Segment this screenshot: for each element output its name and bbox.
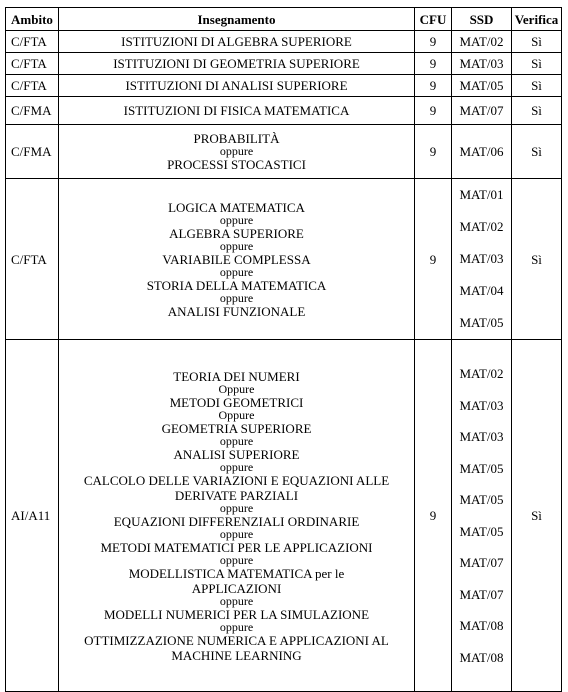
cell-verifica: Sì bbox=[512, 179, 562, 340]
cell-ambito: C/FMA bbox=[6, 125, 59, 179]
course-name: ALGEBRA SUPERIORE bbox=[169, 225, 304, 241]
ssd-code: MAT/04 bbox=[459, 283, 504, 298]
table-row bbox=[6, 179, 562, 340]
cell-ambito: C/FTA bbox=[6, 31, 59, 53]
alternative-label: oppure bbox=[219, 144, 254, 158]
ssd-code: MAT/05 bbox=[459, 78, 504, 93]
alternative-label: oppure bbox=[219, 433, 254, 448]
ssd-code: MAT/01 bbox=[459, 187, 504, 202]
header-row bbox=[6, 8, 562, 31]
cell-verifica: Sì bbox=[512, 31, 562, 53]
ssd-code: MAT/02 bbox=[459, 366, 504, 381]
cell-ambito: C/FTA bbox=[6, 179, 59, 340]
course-name: STORIA DELLA MATEMATICA bbox=[146, 277, 327, 293]
cell-cfu: 9 bbox=[415, 340, 452, 692]
course-name: CALCOLO DELLE VARIAZIONI E EQUAZIONI ALLE bbox=[83, 472, 390, 488]
ssd-code: MAT/08 bbox=[459, 618, 504, 633]
cell-insegnamento bbox=[59, 340, 415, 692]
cell-ssd bbox=[452, 340, 512, 692]
header-verifica: Verifica bbox=[512, 8, 562, 31]
ssd-code: MAT/05 bbox=[459, 315, 504, 330]
table-row bbox=[6, 31, 562, 53]
course-name: VARIABILE COMPLESSA bbox=[162, 251, 311, 267]
cell-verifica: Sì bbox=[512, 340, 562, 692]
alternative-label: oppure bbox=[219, 593, 254, 608]
cell-insegnamento bbox=[59, 75, 415, 97]
ssd-code: MAT/07 bbox=[459, 103, 504, 118]
alternative-label: oppure bbox=[219, 264, 254, 279]
course-name: ISTITUZIONI DI FISICA MATEMATICA bbox=[123, 103, 350, 118]
ssd-code: MAT/05 bbox=[459, 523, 504, 539]
course-name: LOGICA MATEMATICA bbox=[168, 199, 305, 215]
course-name: METODI MATEMATICI PER LE APPLICAZIONI bbox=[100, 539, 373, 555]
courses-table bbox=[5, 7, 562, 692]
ssd-code: MAT/02 bbox=[459, 34, 504, 49]
course-name: GEOMETRIA SUPERIORE bbox=[161, 420, 312, 436]
cell-ssd bbox=[452, 179, 512, 340]
cell-verifica: Sì bbox=[512, 75, 562, 97]
table-body bbox=[6, 31, 562, 692]
course-name: MACHINE LEARNING bbox=[171, 647, 302, 663]
ssd-code: MAT/03 bbox=[459, 429, 504, 444]
alternative-label: oppure bbox=[219, 619, 254, 634]
course-name: METODI GEOMETRICI bbox=[169, 394, 304, 410]
cell-ssd bbox=[452, 75, 512, 97]
ssd-code: MAT/06 bbox=[459, 144, 504, 159]
alternative-label: oppure bbox=[219, 459, 254, 474]
course-name: MODELLISTICA MATEMATICA per le bbox=[128, 565, 345, 581]
header-insegnamento: Insegnamento bbox=[59, 8, 415, 31]
course-name: PROCESSI STOCASTICI bbox=[167, 157, 306, 172]
cell-cfu: 9 bbox=[415, 31, 452, 53]
cell-ambito: AI/A11 bbox=[6, 340, 59, 692]
cell-ssd bbox=[452, 125, 512, 179]
course-name: OTTIMIZZAZIONE NUMERICA E APPLICAZIONI AL bbox=[84, 632, 389, 648]
alternative-label: oppure bbox=[219, 500, 254, 515]
table-row bbox=[6, 97, 562, 125]
cell-ambito: C/FTA bbox=[6, 75, 59, 97]
alternative-label: oppure bbox=[219, 212, 254, 227]
alternative-label: Oppure bbox=[218, 407, 255, 422]
alternative-label: Oppure bbox=[218, 381, 255, 396]
cell-ssd bbox=[452, 31, 512, 53]
table-row bbox=[6, 125, 562, 179]
cell-insegnamento bbox=[59, 125, 415, 179]
table-row bbox=[6, 340, 562, 692]
alternative-label: oppure bbox=[219, 290, 254, 305]
table-row bbox=[6, 75, 562, 97]
course-name: PROBABILITÀ bbox=[193, 131, 280, 146]
cell-insegnamento bbox=[59, 97, 415, 125]
ssd-code: MAT/07 bbox=[459, 586, 504, 602]
alternative-label: oppure bbox=[219, 552, 254, 567]
ssd-code: MAT/03 bbox=[459, 397, 504, 413]
ssd-code: MAT/07 bbox=[459, 555, 504, 570]
alternative-label: oppure bbox=[219, 238, 254, 253]
header-ambito: Ambito bbox=[6, 8, 59, 31]
cell-verifica: Sì bbox=[512, 53, 562, 75]
cell-cfu: 9 bbox=[415, 179, 452, 340]
cell-cfu: 9 bbox=[415, 97, 452, 125]
ssd-code: MAT/05 bbox=[459, 492, 504, 507]
course-name: DERIVATE PARZIALI bbox=[174, 487, 299, 503]
ssd-code: MAT/08 bbox=[459, 649, 504, 665]
cell-ambito: C/FMA bbox=[6, 97, 59, 125]
cell-insegnamento bbox=[59, 53, 415, 75]
ssd-code: MAT/03 bbox=[459, 251, 504, 266]
cell-insegnamento bbox=[59, 31, 415, 53]
cell-insegnamento bbox=[59, 179, 415, 340]
table-row bbox=[6, 53, 562, 75]
header-ssd: SSD bbox=[452, 8, 512, 31]
course-name: MODELLI NUMERICI PER LA SIMULAZIONE bbox=[103, 606, 370, 622]
cell-cfu: 9 bbox=[415, 75, 452, 97]
ssd-code: MAT/03 bbox=[459, 56, 504, 71]
course-name: ISTITUZIONI DI ANALISI SUPERIORE bbox=[125, 78, 348, 93]
cell-cfu: 9 bbox=[415, 53, 452, 75]
course-name: EQUAZIONI DIFFERENZIALI ORDINARIE bbox=[113, 513, 360, 529]
course-name: ANALISI FUNZIONALE bbox=[167, 303, 306, 319]
cell-verifica: Sì bbox=[512, 125, 562, 179]
cell-verifica: Sì bbox=[512, 97, 562, 125]
course-name: ISTITUZIONI DI ALGEBRA SUPERIORE bbox=[121, 34, 352, 49]
header-cfu: CFU bbox=[415, 8, 452, 31]
course-name: APPLICAZIONI bbox=[191, 580, 282, 596]
cell-cfu: 9 bbox=[415, 125, 452, 179]
ssd-code: MAT/05 bbox=[459, 460, 504, 476]
ssd-code: MAT/02 bbox=[459, 219, 504, 234]
course-name: TEORIA DEI NUMERI bbox=[173, 368, 300, 384]
cell-ssd bbox=[452, 97, 512, 125]
course-name: ISTITUZIONI DI GEOMETRIA SUPERIORE bbox=[113, 56, 360, 71]
cell-ambito: C/FTA bbox=[6, 53, 59, 75]
alternative-label: oppure bbox=[219, 526, 254, 541]
course-name: ANALISI SUPERIORE bbox=[173, 446, 300, 462]
cell-ssd bbox=[452, 53, 512, 75]
